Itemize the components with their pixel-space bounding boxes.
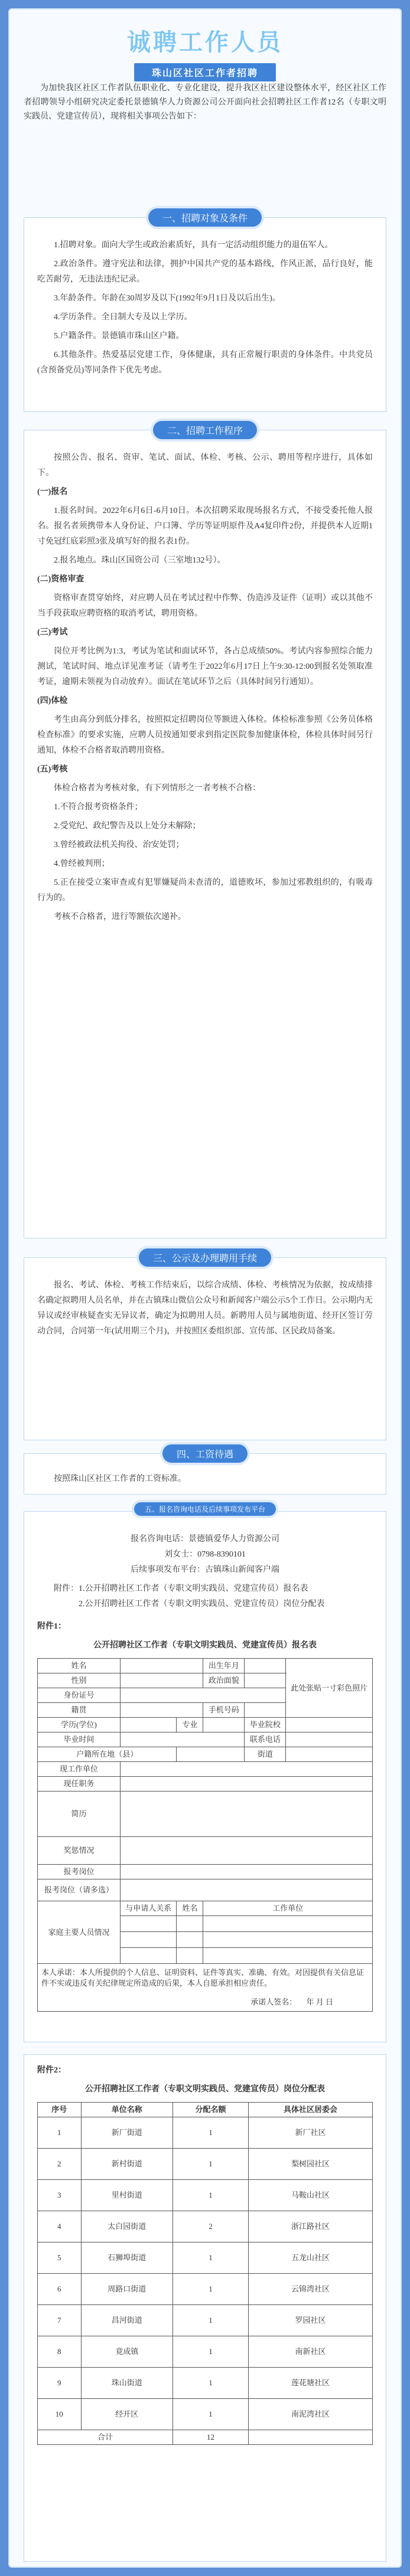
section-publicity-label: 三、公示及办理聘用手续: [139, 1248, 271, 1267]
section-contact-label: 五、报名咨询电话及后续事项发布平台: [134, 1502, 276, 1516]
procedure-text: 2.报名地点。珠山区国资公司（三室地132号）。: [54, 556, 226, 565]
form-field[interactable]: [120, 1659, 203, 1673]
table-cell: 梨树园社区: [249, 2149, 373, 2180]
salary-text: 按照珠山区社区工作者的工资标准。: [54, 1475, 186, 1483]
fail-condition: 3.曾经被政法机关拘役、治安处罚；: [54, 841, 184, 849]
table-row: [38, 2274, 373, 2305]
procedure-text: 体检合格者为考核对象，有下列情形之一者考核不合格：: [54, 784, 261, 793]
table-cell: 1: [173, 2117, 248, 2149]
table-cell: 里村街道: [81, 2180, 173, 2211]
table-cell: 4: [38, 2211, 82, 2242]
publicity-text: 报名、考试、体检、考核工作结束后，以综合成绩、体检、考核情况为依据，按成绩排名确定拟聘用人员名单，并在古镇珠山微信公众号和新闻客户端公示5个工作日。公示期内无异议或经审核疑查实无异议者，确定为拟聘用人员。新聘用人员与属地街道、经开区签订劳动合同，合同第一年(试用期三个月)，并按照区委组织部、宣传部、区民政局备案。: [37, 1281, 373, 1336]
allocation-table: [37, 2102, 373, 2445]
table-row: [38, 2211, 373, 2242]
procedure-text: 1.报名时间。2022年6月6日-6月10日。本次招聘采取现场报名方式，不接受委托他人报名。报名者须携带本人身份证、户口簿、学历等证明原件及A4复印件2份，并提供本人近期1寸免冠红底彩照3张及填写好的报名表1份。: [37, 506, 373, 546]
table-cell: 9: [38, 2368, 82, 2399]
table-row: [38, 2336, 373, 2368]
table-cell: 3: [38, 2180, 82, 2211]
form-field[interactable]: [120, 1777, 372, 1792]
form-field[interactable]: [177, 1747, 245, 1762]
table-cell: 新厂社区: [249, 2117, 373, 2149]
procedure-heading: (四)体检: [37, 697, 68, 705]
section-salary: [24, 1450, 386, 1495]
table-cell: 昌河街道: [81, 2305, 173, 2336]
table-cell: 新厂街道: [81, 2117, 173, 2149]
table-cell: 经开区: [81, 2399, 173, 2430]
attachment-line: 2.公开招聘社区工作者（专职文明实践员、党建宣传员）岗位分配表: [79, 1600, 325, 1609]
form-field[interactable]: [245, 1659, 286, 1673]
form-field[interactable]: [203, 1932, 373, 1948]
section-procedure: [24, 426, 386, 1238]
procedure-text: 考生由高分到低分排名，按照拟定招聘岗位等额进入体检。体检标准参照《公务员体格检查标准》的要求实施，应聘人员按通知要求到指定医院参加健康体检，体检具体时间另行通知，体检不合格者取消聘用资格。: [37, 715, 373, 755]
section-allocation: [24, 2054, 386, 2562]
section-publicity: [24, 1254, 386, 1440]
form-field[interactable]: [177, 1932, 203, 1948]
alloc-tag: 附件2：: [37, 2066, 66, 2075]
total-value: 12: [173, 2430, 248, 2445]
table-cell: 竟成镇: [81, 2336, 173, 2368]
fail-condition: 1.不符合报考资格条件；: [54, 803, 143, 812]
table-row: [38, 2305, 373, 2336]
condition-item: 4.学历条件。全日制大专及以上学历。: [54, 313, 193, 322]
col-header: 分配名额: [173, 2103, 248, 2117]
form-field[interactable]: [286, 1732, 373, 1747]
form-field[interactable]: [120, 1932, 177, 1948]
form-field[interactable]: [177, 1948, 203, 1964]
form-field[interactable]: [286, 1747, 373, 1762]
table-cell: 1: [38, 2117, 82, 2149]
condition-item: 3.年龄条件。年龄在30周岁及以下(1992年9月1日及以后出生)。: [54, 294, 281, 303]
section-contact: [24, 1505, 386, 2042]
table-cell: 10: [38, 2399, 82, 2430]
sign-date: 年 月 日: [306, 1998, 333, 2006]
table-row: [38, 2399, 373, 2430]
procedure-text: 考核不合格者，进行等额依次递补。: [54, 913, 186, 921]
section-procedure-label: 二、招聘工作程序: [153, 421, 257, 439]
table-cell: 1: [173, 2399, 248, 2430]
form-field[interactable]: [120, 1732, 244, 1747]
form-field[interactable]: [245, 1673, 286, 1688]
table-cell: 浙江路社区: [249, 2211, 373, 2242]
registration-form: 姓名 出生年月 此处张贴一寸彩色照片 性别 政治面貌 身份证号 籍贯 手机号码 学历(学位) 专业 毕业院校 毕业时间 联系电话 户籍所在地（县） 街道 现工作单位 现任职务 简历 奖惩情况 报考岗位 报考岗位（请多选） 家庭主要人员情况 与申请人关系 姓名 工作单位 本人承诺：本人所提供的个人信息、证明资料、证件等真实、准确、有效。对因提供有关信息证件不实或违反有关纪律规定所造成的后果，本人自愿承担相应责任。 承诺人签名： 年 月 日: [37, 1658, 373, 2012]
table-cell: 5: [38, 2242, 82, 2274]
table-cell: 太白园街道: [81, 2211, 173, 2242]
table-row: [38, 2117, 373, 2149]
form-field[interactable]: [120, 1762, 372, 1777]
table-cell: 1: [173, 2149, 248, 2180]
table-cell: 1: [173, 2336, 248, 2368]
col-header: 单位名称: [81, 2103, 173, 2117]
table-cell: 马鞍山社区: [249, 2180, 373, 2211]
procedure-heading: (二)资格审查: [37, 575, 84, 584]
table-cell: 1: [173, 2368, 248, 2399]
page-subtitle: 珠山区社区工作者招聘: [134, 63, 276, 81]
table-cell: 2: [173, 2211, 248, 2242]
table-cell: 五龙山社区: [249, 2242, 373, 2274]
table-cell: 石狮埠街道: [81, 2242, 173, 2274]
condition-item: 5.户籍条件。景德镇市珠山区户籍。: [54, 332, 184, 341]
condition-item: 6.其他条件。热爱基层党建工作，身体健康，具有正常履行职责的身体条件。中共党员(含预备党员)等同条件下优先考虑。: [37, 351, 373, 375]
form-field[interactable]: [120, 1703, 203, 1718]
commitment-text: 本人承诺：本人所提供的个人信息、证明资料、证件等真实、准确、有效。对因提供有关信息证件不实或违反有关纪律规定所造成的后果，本人自愿承担相应责任。: [41, 1968, 365, 1987]
form-field[interactable]: [286, 1718, 373, 1732]
table-cell: 2: [38, 2149, 82, 2180]
form-field[interactable]: [120, 1673, 203, 1688]
table-row: [38, 2242, 373, 2274]
total-label: 合计: [38, 2430, 173, 2445]
table-cell: 南新社区: [249, 2336, 373, 2368]
procedure-heading: (五)考核: [37, 765, 68, 774]
procedure-heading: (一)报名: [37, 488, 68, 496]
procedure-text: 岗位开考比例为1:3，考试为笔试和面试环节，各占总成绩50%。考试内容参照综合能力测试，笔试时间、地点详见准考证（请考生于2022年6月17日上午9:30-12:00到报名处领取准考证，逾期未领视为自动放弃）。面试在笔试环节之后（具体时间另行通知）。: [37, 647, 373, 687]
table-row: [38, 2368, 373, 2399]
procedure-lead: 按照公告、报名、资审、笔试、面试、体检、考核、公示、聘用等程序进行，具体如下。: [37, 453, 373, 478]
fail-condition: 5.正在接受立案审查或有犯罪嫌疑尚未查清的，道德败坏，参加过邪教组织的，有吸毒行为的。: [37, 878, 373, 903]
contact-line: 刘女士：0798-8390101: [164, 1550, 246, 1559]
header: [0, 24, 410, 81]
procedure-text: 资格审查贯穿始终，对应聘人员在考试过程中作弊、伪造涉及证件（证明）或以其他不当手段获取应聘资格的取消考试，聘用资格。: [37, 594, 373, 618]
table-cell: 1: [173, 2305, 248, 2336]
photo-box: 此处张贴一寸彩色照片: [286, 1659, 373, 1718]
page-title: 诚聘工作人员: [127, 30, 283, 55]
col-header: 序号: [38, 2103, 82, 2117]
contact-line: 报名咨询电话：景德镇爱华人力资源公司: [131, 1535, 279, 1544]
table-cell: 1: [173, 2180, 248, 2211]
form-field[interactable]: [203, 1948, 373, 1964]
signer-label: 承诺人签名：: [250, 1998, 297, 2006]
form-title: 公开招聘社区工作者（专职文明实践员、党建宣传员）报名表: [93, 1641, 317, 1650]
table-cell: 罗园社区: [249, 2305, 373, 2336]
form-field[interactable]: [120, 1948, 177, 1964]
form-field[interactable]: [120, 1688, 286, 1703]
section-salary-label: 四、工资待遇: [162, 1444, 248, 1463]
attachment-line: 附件：1.公开招聘社区工作者（专职文明实践员、党建宣传员）报名表: [54, 1584, 308, 1593]
fail-condition: 4.曾经被判刑；: [54, 859, 110, 868]
form-field[interactable]: [120, 1837, 372, 1865]
table-cell: 新村街道: [81, 2149, 173, 2180]
fail-condition: 2.受党纪、政纪警告及以上处分未解除；: [54, 822, 201, 831]
table-cell: 8: [38, 2336, 82, 2368]
table-cell: 莲花塘社区: [249, 2368, 373, 2399]
table-cell: 6: [38, 2274, 82, 2305]
table-row: [38, 2149, 373, 2180]
form-field[interactable]: [120, 1879, 372, 1901]
form-field[interactable]: [177, 1916, 203, 1932]
table-cell: 南泥湾社区: [249, 2399, 373, 2430]
table-cell: 周路口街道: [81, 2274, 173, 2305]
condition-item: 1.招聘对象。面向大学生或政治素质好，具有一定活动组织能力的退伍军人。: [54, 241, 333, 250]
table-cell: 1: [173, 2242, 248, 2274]
table-row: [38, 2180, 373, 2211]
form-field[interactable]: [120, 1718, 177, 1732]
section-conditions: [24, 214, 386, 412]
form-field[interactable]: [120, 1792, 372, 1837]
intro-paragraph: 为加快我区社区工作者队伍职业化、专业化建设，提升我区社区建设整体水平，经区社区工作者招聘领导小组研究决定委托景德镇华人力资源公司公开面向社会招聘社区工作者12名（专职文明实践员、党建宣传员），现将相关事项公告如下：: [24, 84, 386, 121]
col-header: 具体社区居委会: [249, 2103, 373, 2117]
form-field[interactable]: [120, 1916, 177, 1932]
procedure-heading: (三)考试: [37, 628, 68, 637]
section-conditions-label: 一、招聘对象及条件: [148, 208, 262, 227]
contact-line: 后续事项发布平台：古镇珠山新闻客户端: [131, 1565, 279, 1574]
form-field[interactable]: [120, 1865, 372, 1879]
table-cell: 1: [173, 2274, 248, 2305]
condition-item: 2.政治条件。遵守宪法和法律，拥护中国共产党的基本路线，作风正派，品行良好，能吃苦耐劳，无违法违纪记录。: [37, 260, 373, 284]
table-cell: 云锦湾社区: [249, 2274, 373, 2305]
form-field[interactable]: [203, 1718, 245, 1732]
form-tag: 附件1：: [37, 1622, 66, 1631]
table-cell: 7: [38, 2305, 82, 2336]
alloc-title: 公开招聘社区工作者（专职文明实践员、党建宣传员）岗位分配表: [85, 2085, 325, 2094]
form-field[interactable]: [245, 1703, 286, 1718]
form-field[interactable]: [203, 1916, 373, 1932]
table-cell: 珠山街道: [81, 2368, 173, 2399]
